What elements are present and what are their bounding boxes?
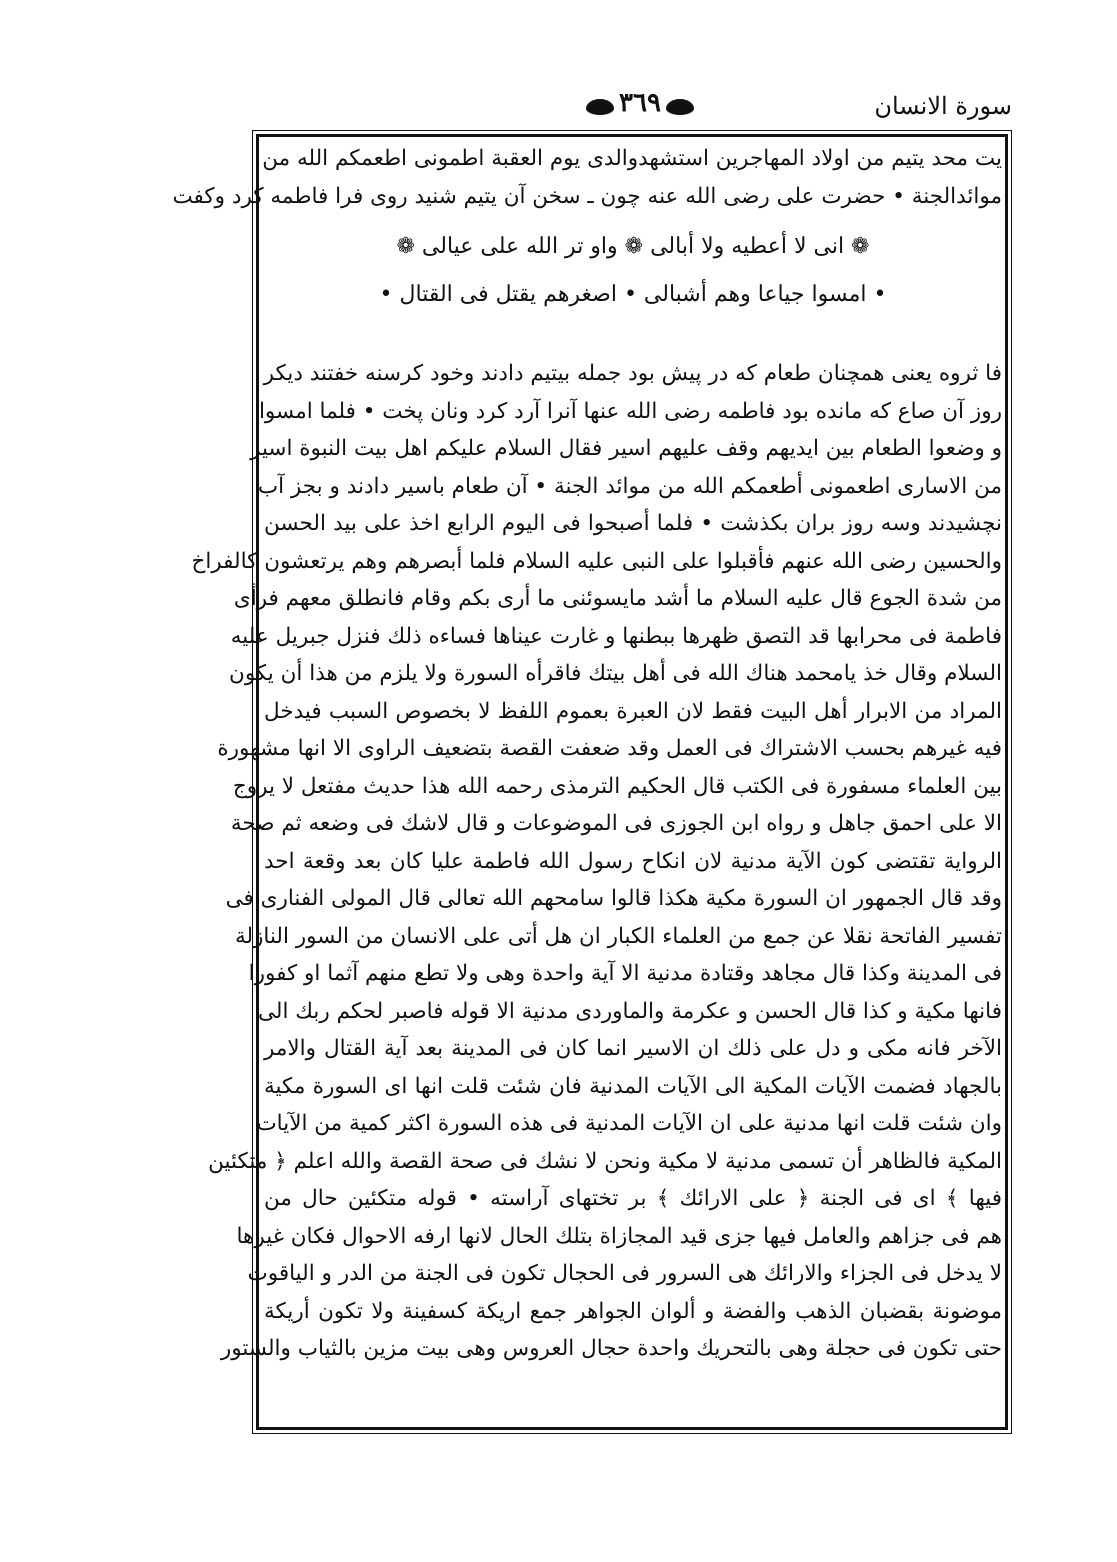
text-line: من شدة الجوع قال عليه السلام ما أشد مايسوئنى ما أرى بكم وقام فانطلق معهم فرأى: [233, 586, 1002, 611]
left-ornament-icon: [666, 99, 694, 115]
text-line: و وضعوا الطعام بين ايديهم وقف عليهم اسير فقال السلام عليكم اهل بيت النبوة اسير: [250, 436, 1002, 461]
text-line: المراد من الابرار أهل البيت فقط لان العبرة بعموم اللفظ لا بخصوص السبب فيدخل: [264, 698, 1002, 724]
text-line: هم فى جزاهم والعامل فيها جزى قيد المجازاة بتلك الحال لانها ارفه الاحوال فكان غيرها: [236, 1223, 1002, 1249]
text-line: لا يدخل فى الجزاء والارائك هى السرور فى الحجال تكون فى الجنة من الدر و الياقوت: [247, 1261, 1002, 1286]
text-line: المكية فالظاهر أن تسمى مدنية لا مكية ونحن لا نشك فى صحة القصة والله اعلم ﴿ متكئين: [208, 1148, 1002, 1174]
text-line: فا ثروه يعنى همچنان طعام كه در پيش بود جمله بيتيم دادند وخود كرسنه خفتند ديكر: [263, 361, 1002, 386]
verse-line: • امسوا جياعا وهم أشبالى • اصغرهم يقتل فى القتال •: [379, 282, 887, 307]
text-line: وقد قال الجمهور ان السورة مكية هكذا قالوا سامحهم الله تعالى قال المولى الفنارى فى: [225, 886, 1002, 911]
page-header: [250, 88, 1012, 134]
page-number-block: [560, 88, 720, 128]
text-line: موضونة بقضبان الذهب والفضة و ألوان الجواهر جمع اريكة كسفينة ولا تكون أريكة: [264, 1298, 1002, 1324]
text-line: تفسير الفاتحة نقلا عن جمع من العلماء الكبار ان هل أتى على الانسان من السور النازلة: [234, 923, 1002, 949]
text-line: يت محد يتيم من اولاد المهاجرين استشهدوالدى يوم العقبة اطمونى اطعمكم الله من: [262, 146, 1002, 171]
text-line: روز آن صاع كه مانده بود فاطمه رضى الله عنها آنرا آرد كرد ونان پخت • فلما امسوا: [258, 398, 1002, 424]
text-line: فى المدينة وكذا قال مجاهد وقتادة مدنية الا آية واحدة وهى ولا تطع منهم آثما او كفورا: [248, 961, 1002, 986]
text-line: فيه غيرهم بحسب الاشتراك فى العمل وقد ضعفت القصة بتضعيف الراوى الا انها مشهورة: [217, 736, 1002, 761]
verse-block: [264, 215, 1002, 355]
text-line: بين العلماء مسفورة فى الكتب قال الحكيم الترمذى رحمه الله هذا حديث مفتعل لا يروج: [232, 773, 1002, 799]
verse-line: ❁ انى لا أعطيه ولا أبالى ❁ واو تر الله على عيالى ❁: [396, 234, 870, 259]
text-line: فانها مكية و كذا قال الحسن و عكرمة والماوردى مدنية الا قوله فاصبر لحكم ربك الى: [258, 998, 1002, 1024]
text-line: موائدالجنة • حضرت على رضى الله عنه چون ـ سخن آن يتيم شنيد روى فرا فاطمه كرد وكفت: [172, 183, 1002, 209]
text-line: فاطمة فى محرابها قد التصق ظهرها ببطنها و غارت عيناها فساءه ذلك فنزل جبريل عليه: [230, 623, 1002, 649]
page-number: ٣٦٩: [619, 88, 661, 118]
text-line: الا على احمق جاهل و رواه ابن الجوزى فى الموضوعات و قال لاشك فى وضعه ثم صحة: [230, 811, 1002, 836]
text-line: من الاسارى اطعمونى أطعمكم الله من موائد الجنة • آن طعام باسير دادند و بجز آب: [257, 473, 1002, 499]
text-line: وان شئت قلت انها مدنية على ان الآيات المدنية فى هذه السورة اكثر كمية من الآيات: [256, 1111, 1002, 1136]
page-body: [172, 140, 1002, 1368]
text-line: السلام وقال خذ يامحمد هناك الله فى أهل بيتك فاقرأه السورة ولا يلزم من هذا أن يكون: [229, 661, 1002, 686]
text-line: الرواية تقتضى كون الآية مدنية لان انكاح رسول الله فاطمة عليا كان بعد وقعة احد: [264, 848, 1002, 874]
body-text: [191, 355, 1002, 1368]
text-line: نچشيدند وسه روز بران بكذشت • فلما أصبحوا فى اليوم الرابع اخذ على بيد الحسن: [264, 511, 1002, 536]
text-line: حتى تكون فى حجلة وهى بالتحريك واحدة حجال العروس وهى بيت مزين بالثياب والستور: [220, 1336, 1002, 1361]
surah-title: سورة الانسان: [874, 92, 1012, 120]
text-line: فيها ﴾ اى فى الجنة ﴿ على الارائك ﴾ بر تختهاى آراسته • قوله متكئين حال من: [264, 1186, 1002, 1211]
text-line: الآخر فانه مكى و دل على ذلك ان الاسير انما كان فى المدينة بعد آية القتال والامر: [264, 1036, 1002, 1061]
text-line: والحسين رضى الله عنهم فأقبلوا على النبى عليه السلام فلما أبصرهم وهم يرتعشون كالفراخ: [191, 548, 1002, 574]
right-ornament-icon: [586, 99, 614, 115]
text-line: بالجهاد فضمت الآيات المكية الى الآيات المدنية فان شئت قلت انها اى السورة مكية: [264, 1073, 1002, 1099]
